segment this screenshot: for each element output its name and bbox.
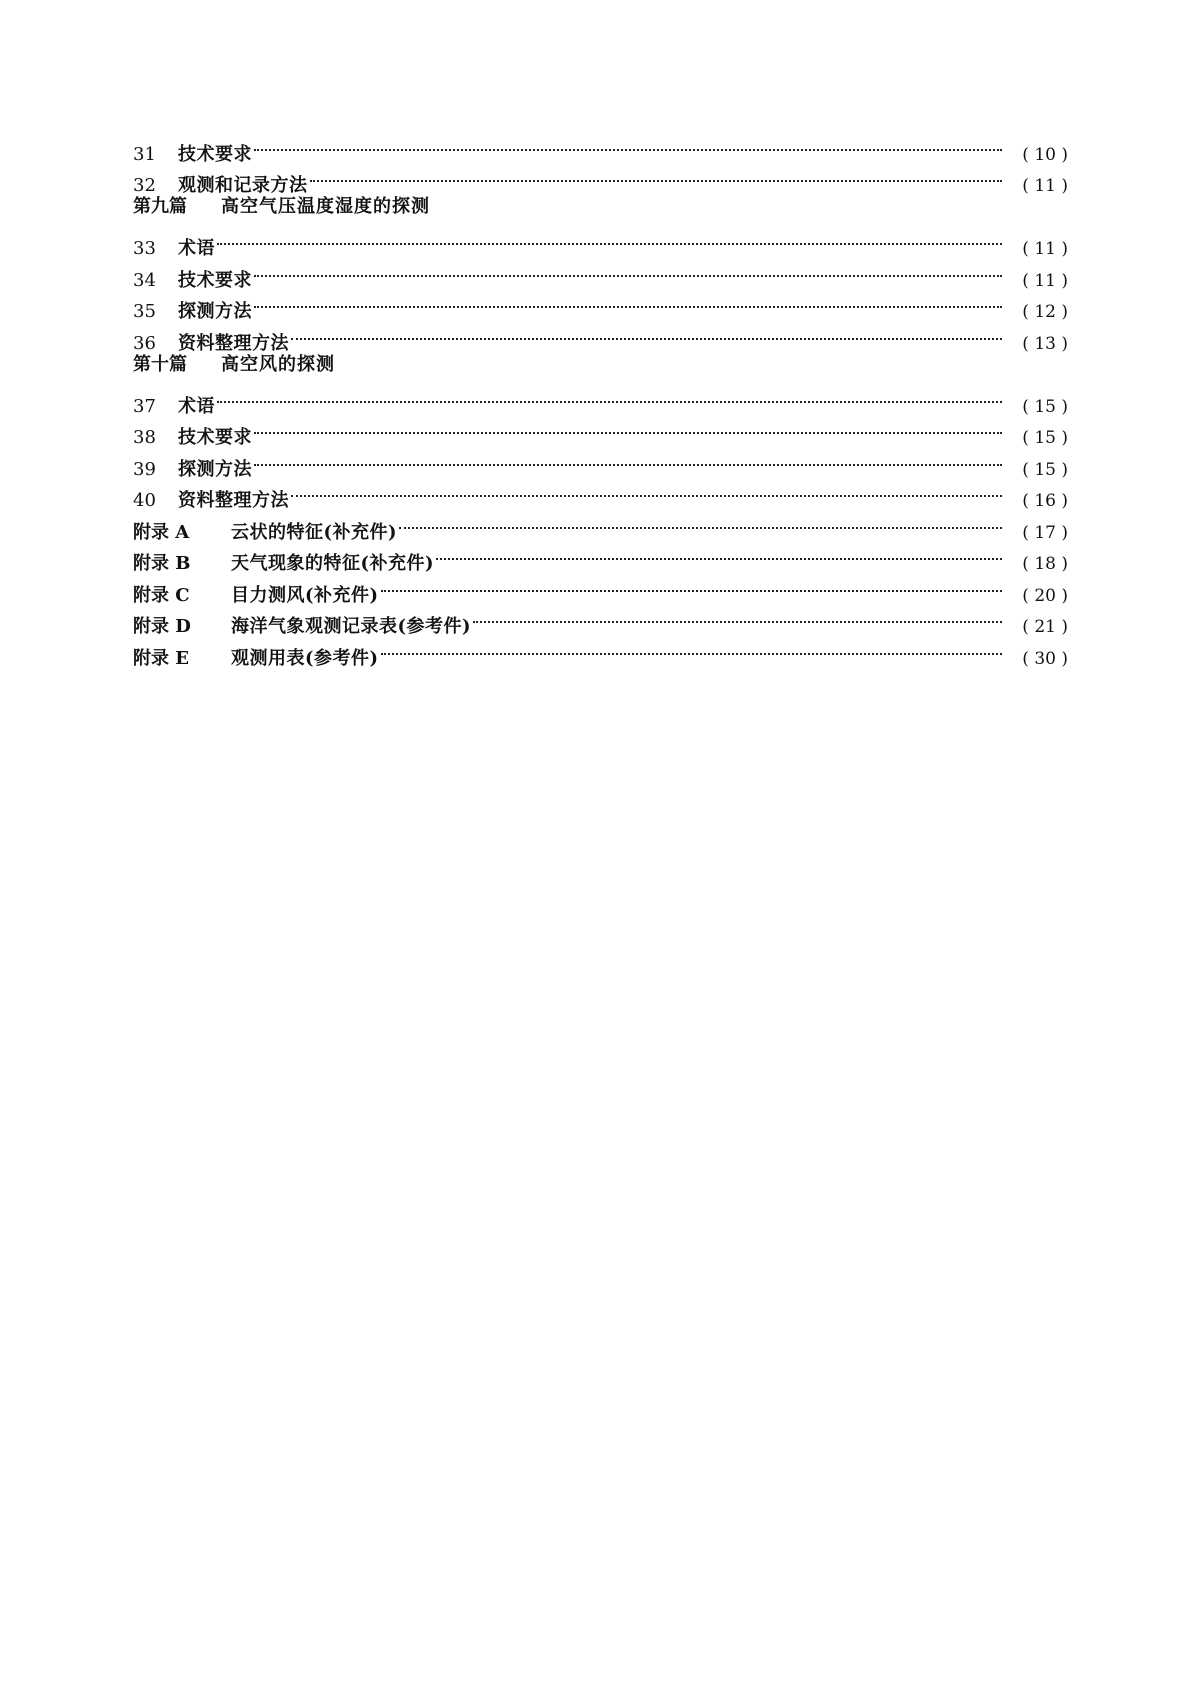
- toc-entry-38: [133, 412, 1068, 448]
- entry-number: 32: [133, 175, 156, 196]
- dot-leader: [310, 160, 1003, 192]
- dot-leader: [399, 506, 1002, 538]
- part-number: 第九篇: [133, 196, 187, 217]
- dot-leader: [254, 412, 1002, 444]
- entry-title: 云状的特征(补充件): [231, 521, 398, 543]
- toc-entry-31: [133, 128, 1068, 165]
- entry-page-number: ( 11 ): [1022, 239, 1068, 259]
- dot-leader: [291, 475, 1002, 507]
- entry-number: 34: [133, 269, 156, 291]
- entry-page-number: ( 10 ): [1022, 144, 1068, 165]
- entry-title: 观测用表(参考件): [231, 647, 379, 669]
- dot-leader: [291, 317, 1002, 349]
- entry-title: 术语: [178, 395, 215, 417]
- entry-title: 探测方法: [178, 301, 252, 322]
- entry-number: 33: [133, 238, 156, 259]
- entry-page-number: ( 16 ): [1022, 491, 1068, 511]
- entry-number: 40: [133, 490, 156, 511]
- entry-title: 资料整理方法: [178, 332, 289, 354]
- entry-number: 35: [133, 301, 156, 322]
- dot-leader: [473, 601, 1002, 633]
- appendix-letter: 附录 E: [133, 647, 189, 669]
- entry-page-number: ( 20 ): [1022, 585, 1068, 606]
- entry-page-number: ( 15 ): [1022, 428, 1068, 448]
- dot-leader: [254, 254, 1002, 286]
- entry-page-number: ( 11 ): [1022, 176, 1068, 196]
- entry-page-number: ( 11 ): [1022, 270, 1068, 291]
- part-title: 高空气压温度湿度的探测: [221, 196, 430, 217]
- entry-title: 技术要求: [178, 427, 252, 448]
- part-title: 高空风的探测: [221, 353, 335, 375]
- toc-entry-33: [133, 223, 1068, 259]
- entry-number: 36: [133, 332, 156, 354]
- entry-page-number: ( 13 ): [1022, 333, 1068, 354]
- dot-leader: [217, 380, 1002, 412]
- appendix-letter: 附录 D: [133, 616, 191, 637]
- toc-entry-37: [133, 380, 1068, 417]
- dot-leader: [381, 632, 1002, 664]
- entry-title: 资料整理方法: [178, 490, 289, 511]
- table-of-contents: [133, 128, 1068, 669]
- entry-page-number: ( 15 ): [1022, 459, 1068, 480]
- toc-part-heading-9: [133, 191, 1068, 223]
- entry-title: 观测和记录方法: [178, 175, 308, 196]
- toc-entry-34: [133, 254, 1068, 291]
- toc-entry-40: [133, 475, 1068, 511]
- dot-leader: [254, 443, 1002, 475]
- entry-number: 37: [133, 395, 156, 417]
- entry-page-number: ( 21 ): [1022, 617, 1068, 637]
- entry-page-number: ( 12 ): [1022, 302, 1068, 322]
- entry-number: 38: [133, 427, 156, 448]
- appendix-letter: 附录 B: [133, 553, 191, 574]
- toc-entry-35: [133, 286, 1068, 322]
- entry-title: 海洋气象观测记录表(参考件): [231, 616, 472, 637]
- entry-number: 31: [133, 143, 156, 165]
- entry-page-number: ( 30 ): [1022, 648, 1068, 669]
- toc-entry-32: [133, 160, 1068, 196]
- toc-part-heading-10: [133, 349, 1068, 381]
- toc-entry-39: [133, 443, 1068, 480]
- entry-title: 目力测风(补充件): [231, 584, 379, 606]
- entry-title: 天气现象的特征(补充件): [231, 553, 435, 574]
- entry-title: 技术要求: [178, 143, 252, 165]
- appendix-letter: 附录 A: [133, 521, 190, 543]
- part-number: 第十篇: [133, 353, 187, 375]
- entry-number: 39: [133, 458, 156, 480]
- dot-leader: [381, 569, 1002, 601]
- dot-leader: [254, 128, 1002, 160]
- dot-leader: [217, 223, 1002, 255]
- entry-page-number: ( 17 ): [1022, 522, 1068, 543]
- toc-entry-36: [133, 317, 1068, 354]
- entry-page-number: ( 18 ): [1022, 554, 1068, 574]
- entry-title: 探测方法: [178, 458, 252, 480]
- entry-title: 技术要求: [178, 269, 252, 291]
- entry-title: 术语: [178, 238, 215, 259]
- dot-leader: [436, 538, 1002, 570]
- entry-page-number: ( 15 ): [1022, 396, 1068, 417]
- dot-leader: [254, 286, 1002, 318]
- appendix-letter: 附录 C: [133, 584, 190, 606]
